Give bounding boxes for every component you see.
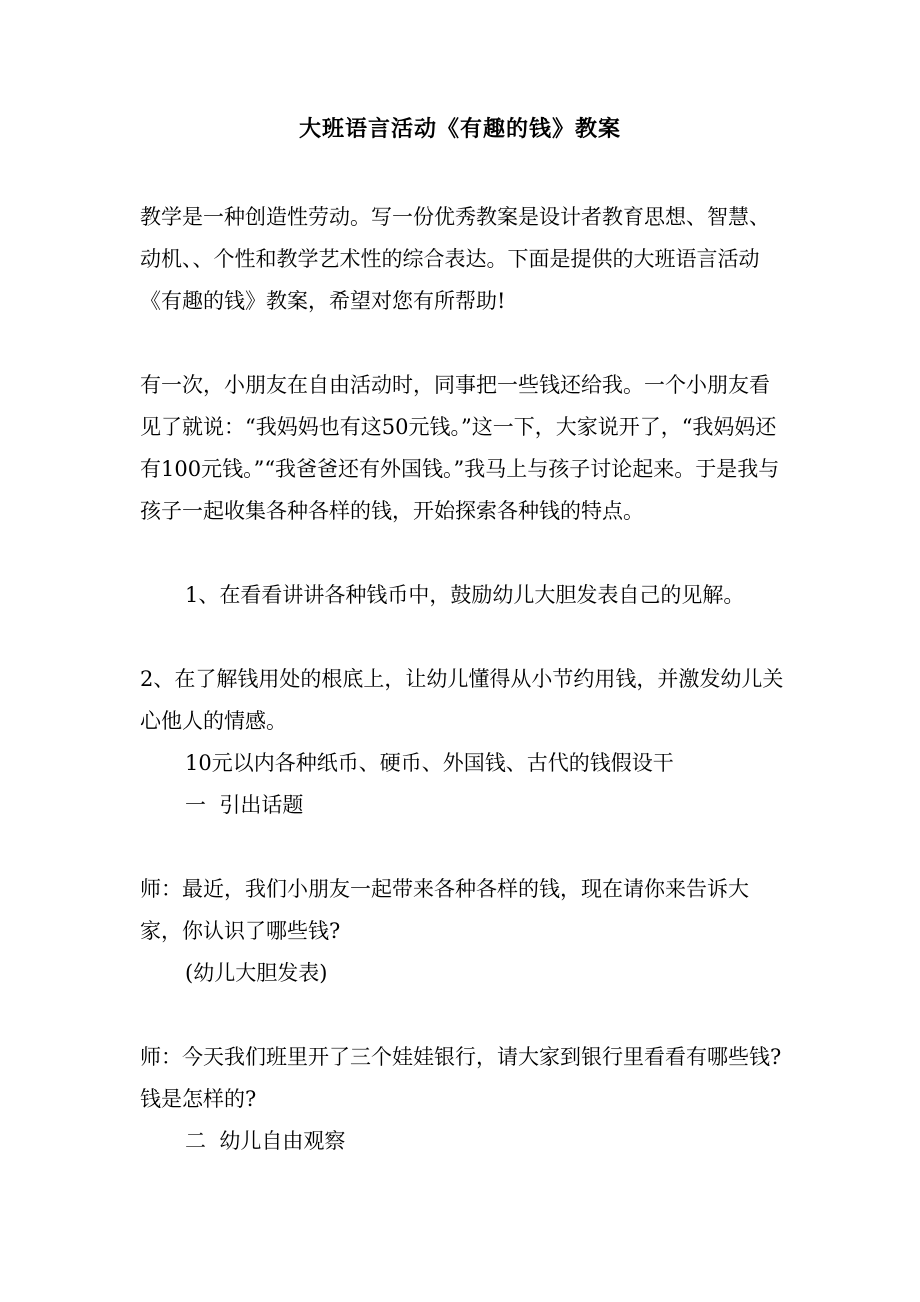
- materials-paragraph: 10元以内各种纸币、硬币、外国钱、古代的钱假设干: [185, 751, 674, 775]
- goal-2-paragraph: 2、在了解钱用处的根底上，让幼儿懂得从小节约用钱，并激发幼儿关心他人的情感。: [140, 667, 784, 733]
- children-response-note: (幼儿大胆发表): [185, 961, 328, 985]
- document-title: 大班语言活动《有趣的钱》教案: [298, 116, 621, 142]
- goal-1-paragraph: 1、在看看讲讲各种钱币中，鼓励幼儿大胆发表自己的见解。: [185, 583, 745, 607]
- section-2-heading: 二 幼儿自由观察: [185, 1129, 346, 1153]
- section-1-heading: 一 引出话题: [185, 793, 304, 817]
- teacher-question-1: 师：最近，我们小朋友一起带来各种各样的钱，现在请你来告诉大家，你认识了哪些钱?: [140, 877, 749, 943]
- intro-paragraph: 教学是一种创造性劳动。写一份优秀教案是设计者教育思想、智慧、动机、、个性和教学艺术性的综合表达。下面是提供的大班语言活动《有趣的钱》教案，希望对您有所帮助!: [140, 205, 770, 313]
- teacher-question-2: 师：今天我们班里开了三个娃娃银行，请大家到银行里看看有哪些钱?钱是怎样的?: [140, 1045, 782, 1111]
- background-paragraph: 有一次，小朋友在自由活动时，同事把一些钱还给我。一个小朋友看见了就说：“我妈妈也有这50元钱。”这一下，大家说开了，“我妈妈还有100元钱。”“我爸爸还有外国钱。”我马上与孩子讨论起来。于是我与孩子一起收集各种各样的钱，开始探索各种钱的特点。: [140, 373, 780, 523]
